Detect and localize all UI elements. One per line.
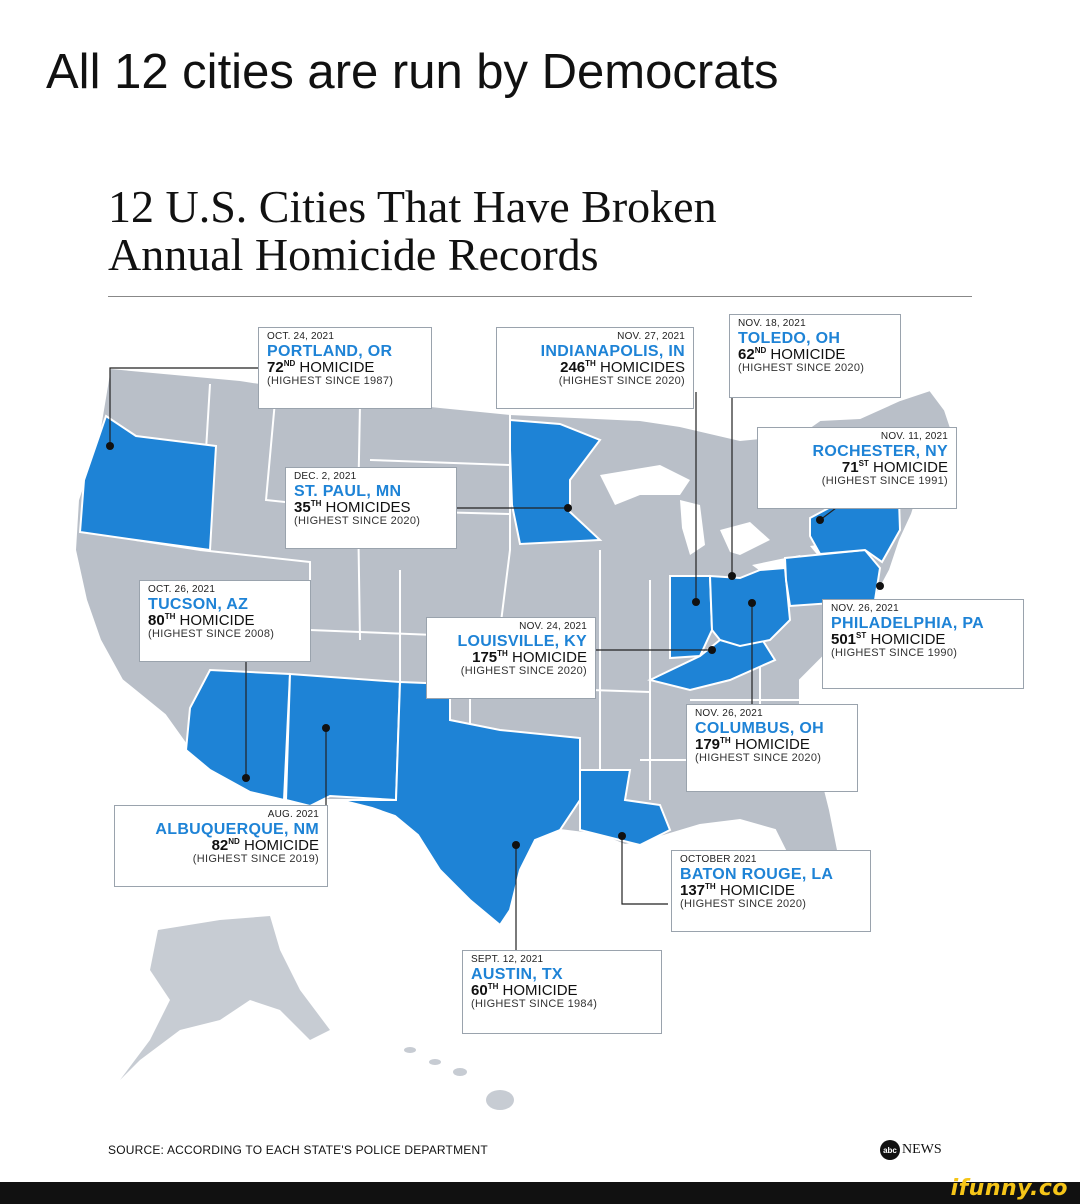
dot-baton-rouge	[618, 832, 626, 840]
callout-tucson	[139, 580, 311, 662]
callout-since: (HIGHEST SINCE 1984)	[471, 998, 598, 1011]
callout-count: 35TH HOMICIDES	[294, 499, 411, 517]
callout-since: (HIGHEST SINCE 2020)	[738, 362, 865, 375]
footer-bar	[0, 1182, 1080, 1204]
callout-city: COLUMBUS, OH	[695, 719, 824, 737]
callout-austin	[462, 950, 662, 1034]
callout-date: NOV. 27, 2021	[617, 331, 685, 342]
callout-city: PORTLAND, OR	[267, 342, 393, 360]
callout-city: ALBUQUERQUE, NM	[155, 820, 319, 838]
state-new-mexico	[286, 674, 400, 806]
callout-date: NOV. 26, 2021	[831, 603, 899, 614]
callout-date: OCTOBER 2021	[680, 854, 757, 865]
callout-city: ST. PAUL, MN	[294, 482, 402, 500]
callout-toledo	[729, 314, 901, 398]
dot-columbus	[748, 599, 756, 607]
callout-city: TUCSON, AZ	[148, 595, 249, 613]
callout-columbus	[686, 704, 858, 792]
callout-city: LOUISVILLE, KY	[457, 632, 587, 650]
title-divider	[108, 296, 972, 297]
source-note: SOURCE: ACCORDING TO EACH STATE'S POLICE DEPARTMENT	[108, 1143, 488, 1157]
callout-date: NOV. 18, 2021	[738, 318, 806, 329]
callout-since: (HIGHEST SINCE 1990)	[831, 647, 958, 660]
callout-since: (HIGHEST SINCE 2020)	[294, 515, 421, 528]
callout-since: (HIGHEST SINCE 2020)	[680, 898, 807, 911]
callout-count: 175TH HOMICIDE	[472, 649, 587, 667]
callout-since: (HIGHEST SINCE 1991)	[821, 475, 948, 488]
callout-date: NOV. 26, 2021	[695, 708, 763, 719]
callout-louisville	[426, 617, 596, 699]
dot-st-paul	[564, 504, 572, 512]
dot-austin	[512, 841, 520, 849]
callout-portland	[258, 327, 432, 409]
callout-city: PHILADELPHIA, PA	[831, 614, 984, 632]
callout-count: 501ST HOMICIDE	[831, 631, 946, 649]
post-caption: All 12 cities are run by Democrats	[46, 45, 779, 99]
callout-count: 82ND HOMICIDE	[211, 837, 319, 855]
callout-date: AUG. 2021	[267, 809, 319, 820]
callout-count: 60TH HOMICIDE	[471, 982, 578, 1000]
callout-city: ROCHESTER, NY	[812, 442, 948, 460]
state-indiana	[670, 576, 712, 658]
callout-city: TOLEDO, OH	[738, 329, 841, 347]
callout-philadelphia	[822, 599, 1024, 689]
map-title-line-1: 12 U.S. Cities That Have Broken	[108, 181, 717, 232]
callout-rochester	[757, 427, 957, 509]
alaska	[120, 916, 330, 1080]
callout-date: OCT. 24, 2021	[267, 331, 335, 342]
dot-portland	[106, 442, 114, 450]
callout-since: (HIGHEST SINCE 2020)	[460, 665, 587, 678]
dot-toledo	[728, 572, 736, 580]
dot-albuquerque	[322, 724, 330, 732]
state-pennsylvania	[785, 550, 880, 606]
callout-city: BATON ROUGE, LA	[680, 865, 834, 883]
callout-since: (HIGHEST SINCE 2008)	[148, 628, 275, 641]
callout-since: (HIGHEST SINCE 1987)	[267, 375, 394, 388]
callout-st-paul	[285, 467, 457, 549]
ifunny-watermark: ifunny.co	[950, 1176, 1068, 1201]
dot-rochester	[816, 516, 824, 524]
callout-indianapolis	[496, 327, 694, 409]
callout-count: 80TH HOMICIDE	[148, 612, 255, 630]
callout-city: INDIANAPOLIS, IN	[540, 342, 685, 360]
callout-city: AUSTIN, TX	[471, 965, 563, 983]
callout-albuquerque	[114, 805, 328, 887]
callout-since: (HIGHEST SINCE 2019)	[192, 853, 319, 866]
dot-louisville	[708, 646, 716, 654]
callout-count: 246TH HOMICIDES	[560, 359, 685, 377]
callout-date: DEC. 2, 2021	[294, 471, 357, 482]
callout-count: 71ST HOMICIDE	[841, 459, 948, 477]
callout-baton-rouge	[671, 850, 871, 932]
callout-count: 62ND HOMICIDE	[738, 346, 846, 364]
callout-date: NOV. 24, 2021	[519, 621, 587, 632]
callout-count: 72ND HOMICIDE	[267, 359, 375, 377]
callout-count: 137TH HOMICIDE	[680, 882, 795, 900]
callout-date: OCT. 26, 2021	[148, 584, 216, 595]
callout-since: (HIGHEST SINCE 2020)	[695, 752, 822, 765]
state-arizona	[186, 670, 290, 800]
dot-indianapolis	[692, 598, 700, 606]
map-title-line-2: Annual Homicide Records	[108, 229, 599, 280]
dot-tucson	[242, 774, 250, 782]
abc-logo-icon: abc	[880, 1140, 900, 1160]
dot-philadelphia	[876, 582, 884, 590]
abc-news-logo	[880, 1140, 942, 1160]
callout-date: SEPT. 12, 2021	[471, 954, 544, 965]
news-wordmark: NEWS	[902, 1142, 942, 1157]
callout-since: (HIGHEST SINCE 2020)	[558, 375, 685, 388]
hawaii	[404, 1047, 514, 1110]
callout-date: NOV. 11, 2021	[880, 431, 948, 442]
callout-count: 179TH HOMICIDE	[695, 736, 810, 754]
